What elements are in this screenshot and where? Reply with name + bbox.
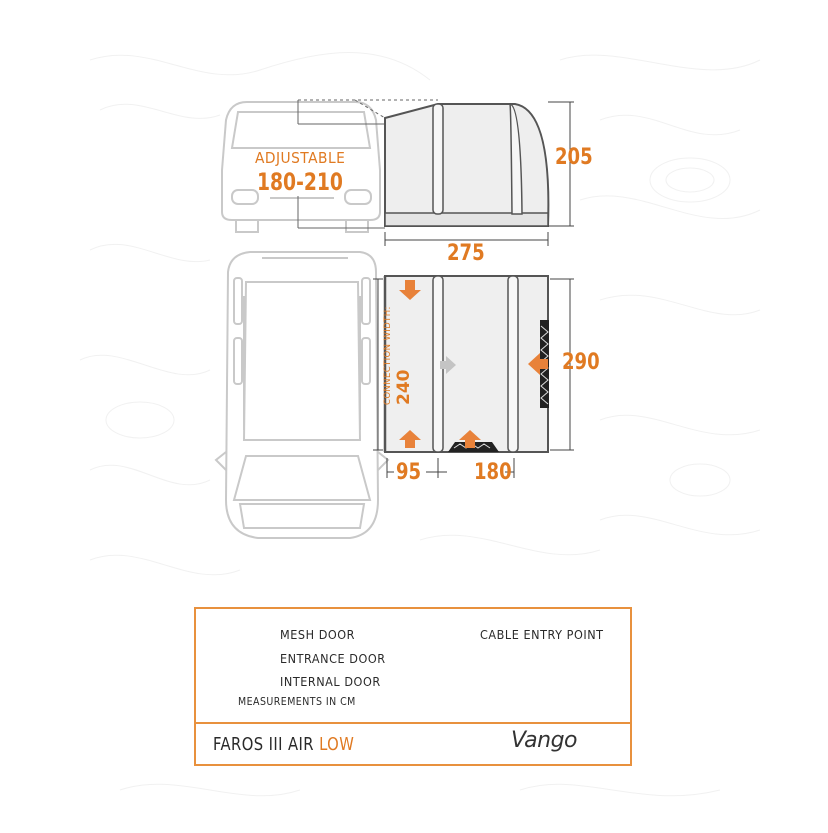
van-top-view	[216, 252, 388, 538]
product-title	[213, 734, 354, 755]
door-left-width-label: 95	[396, 460, 422, 485]
legend-mesh-door: MESH DOOR	[280, 627, 356, 642]
adjustable-value: 180-210	[257, 168, 343, 196]
legend-entrance-door: ENTRANCE DOOR	[280, 651, 386, 666]
legend-divider	[196, 722, 630, 724]
product-variant: LOW	[319, 734, 355, 755]
measurements-note: MEASUREMENTS IN CM	[238, 696, 356, 708]
connection-width-label	[377, 306, 414, 405]
width-label: 290	[562, 350, 600, 375]
door-right-width-label: 180	[474, 460, 512, 485]
van-rear-view	[222, 102, 380, 232]
connection-width-value: 240	[394, 369, 414, 405]
awning-side-view	[385, 104, 548, 226]
legend-internal-door: INTERNAL DOOR	[280, 674, 381, 689]
product-name: FAROS III AIR	[213, 734, 314, 755]
adjustable-label: ADJUSTABLE	[255, 149, 346, 167]
height-label: 205	[555, 145, 593, 170]
connection-width-caption: CONNECTION WIDTH:	[383, 306, 393, 405]
legend	[194, 607, 632, 766]
brand-logo-text: Vango	[511, 728, 577, 753]
depth-label: 275	[447, 241, 485, 266]
legend-cable-entry: CABLE ENTRY POINT	[480, 627, 604, 642]
